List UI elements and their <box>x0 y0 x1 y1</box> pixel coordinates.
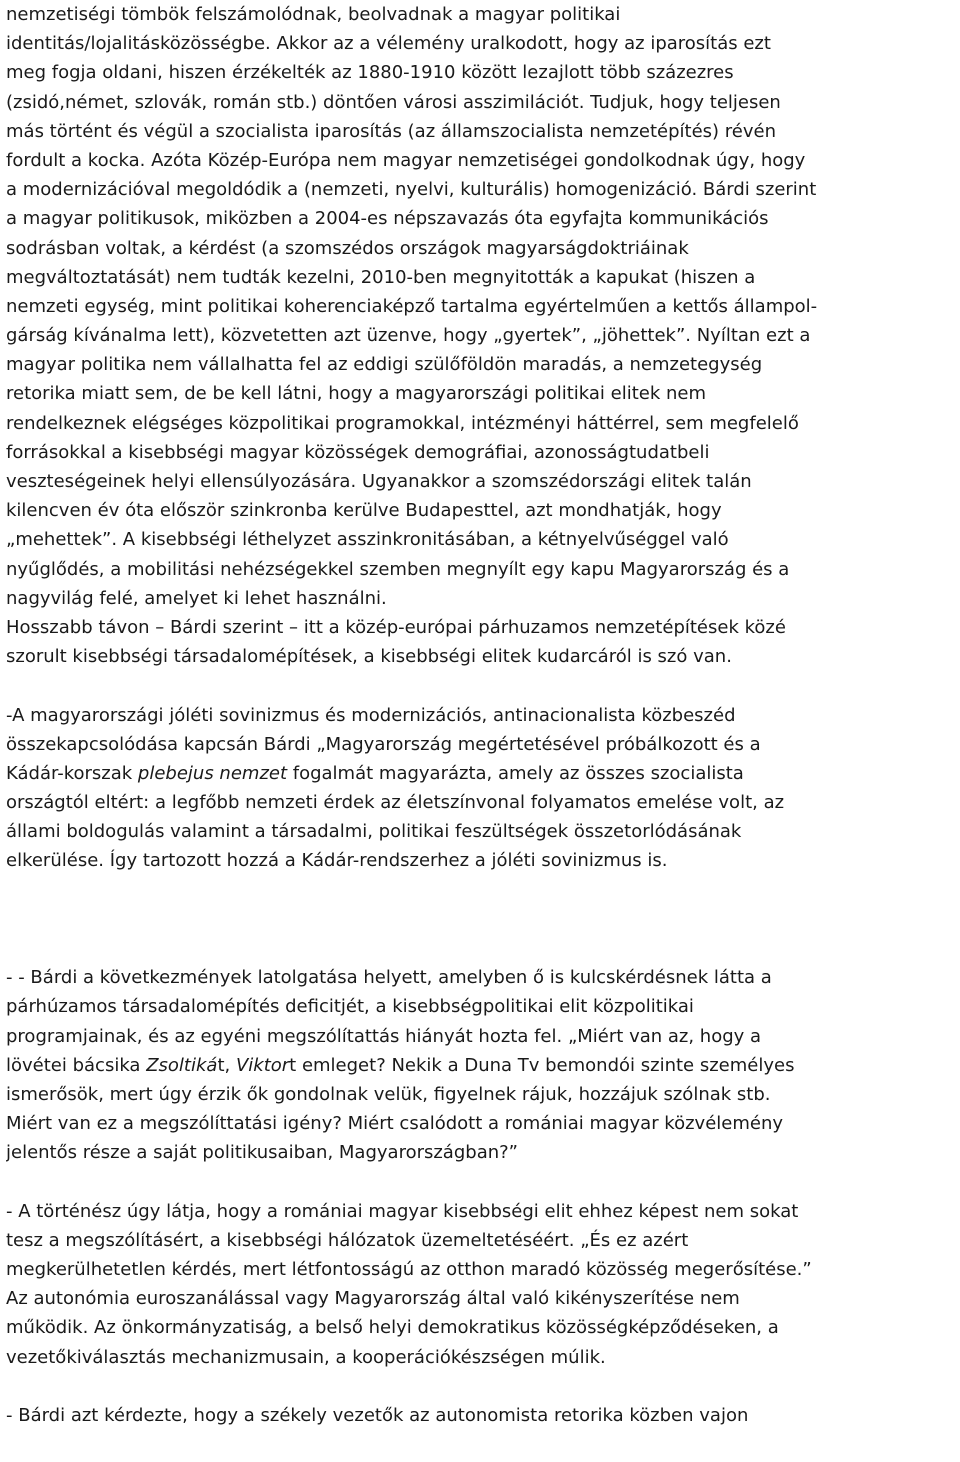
text-line: „mehettek”. A kisebbségi léthelyzet asszinkronitásában, a kétnyelvűséggel való <box>6 529 729 551</box>
text-segment: t emleget? Nekik a Duna Tv bemondói szinte személyes <box>289 1054 795 1076</box>
text-line: -A magyarországi jóléti sovinizmus és modernizációs, antinacionalista közbeszéd <box>6 704 736 726</box>
text-line: állami boldogulás valamint a társadalmi, politikai feszültségek összetorlódásának <box>6 821 742 843</box>
text-line: nyűglődés, a mobilitási nehézségekkel szemben megnyílt egy kapu Magyarország és a <box>6 558 790 580</box>
text-line: (zsidó,német, szlovák, román stb.) döntően városi asszimilációt. Tudjuk, hogy teljesen <box>6 91 781 113</box>
paragraph-spacer <box>6 671 952 700</box>
italic-term: plebejus nemzet <box>137 762 288 784</box>
text-line: - A történész úgy látja, hogy a romániai magyar kisebbségi elit ehhez képest nem sokat <box>6 1200 799 1222</box>
text-line: rendelkeznek elégséges közpolitikai programokkal, intézményi háttérrel, sem megfelelő <box>6 412 799 434</box>
text-line: kilencven év óta először szinkronba kerülve Budapesttel, azt mondhatják, hogy <box>6 500 722 522</box>
text-line: Hosszabb távon – Bárdi szerint – itt a közép-európai párhuzamos nemzetépítések közé <box>6 616 786 638</box>
paragraph-assimilation <box>6 0 952 671</box>
text-segment: fogalmát magyarázta, amely az összes szocialista <box>287 762 744 784</box>
text-line: nemzetiségi tömbök felszámolódnak, beolvadnak a magyar politikai <box>6 4 621 25</box>
text-line: veszteségeinek helyi ellensúlyozására. Ugyanakkor a szomszédországi elitek talán <box>6 471 752 492</box>
text-line: - Bárdi azt kérdezte, hogy a székely vezetők az autonomista retorika közben vajon <box>6 1405 749 1426</box>
paragraph-welfare-chauvinism <box>6 701 952 876</box>
text-line: identitás/lojalitásközösségbe. Akkor az a vélemény uralkodott, hogy az iparosítás ezt <box>6 33 771 55</box>
text-line: nemzeti egység, mint politikai koherenciaképző tartalma egyértelműen a kettős állampol- <box>6 295 818 317</box>
paragraph-consequences <box>6 963 952 1167</box>
text-line: párhúzamos társadalomépítés deficitjét, a kisebbségpolitikai elit közpolitikai <box>6 996 694 1018</box>
text-line: országtól eltért: a legfőbb nemzeti érdek az életszínvonal folyamatos emelése volt, az <box>6 792 785 814</box>
text-line: nagyvilág felé, amelyet ki lehet használni. <box>6 587 387 609</box>
text-line: fordult a kocka. Azóta Közép-Európa nem magyar nemzetiségei gondolkodnak úgy, hogy <box>6 149 806 171</box>
text-line: elkerülése. Így tartozott hozzá a Kádár-rendszerhez a jóléti sovinizmus is. <box>6 850 668 872</box>
text-line: más történt és végül a szocialista iparosítás (az államszocialista nemzetépítés) révén <box>6 120 777 142</box>
text-line: forrásokkal a kisebbségi magyar közösségek demográfiai, azonosságtudatbeli <box>6 441 710 463</box>
text-segment: lövétei bácsika <box>6 1054 147 1076</box>
paragraph-spacer <box>6 905 952 934</box>
text-line: összekapcsolódása kapcsán Bárdi „Magyarország megértetésével próbálkozott és a <box>6 733 761 755</box>
text-line: sodrásban voltak, a kérdést (a szomszédos országok magyarságdoktriáinak <box>6 237 689 259</box>
text-line: a modernizációval megoldódik a (nemzeti, nyelvi, kulturális) homogenizáció. Bárdi szerint <box>6 179 817 201</box>
text-line: jelentős része a saját politikusaiban, Magyarországban?” <box>6 1142 519 1164</box>
paragraph-spacer <box>6 1372 952 1401</box>
paragraph-spacer <box>6 876 952 905</box>
text-line <box>6 1051 952 1080</box>
text-line: ismerősök, mert úgy érzik ők gondolnak velük, figyelnek rájuk, hozzájuk szólnak stb. <box>6 1083 771 1105</box>
text-line: meg fogja oldani, hiszen érzékelték az 1880-1910 között lezajlott több százezres <box>6 62 734 84</box>
paragraph-spacer <box>6 1168 952 1197</box>
text-line: Miért van ez a megszólíttatási igény? Miért csalódott a romániai magyar közvélemény <box>6 1113 784 1135</box>
text-line: szorult kisebbségi társadalomépítések, a kisebbségi elitek kudarcáról is szó van. <box>6 646 732 668</box>
text-line: Az autonómia euroszanálással vagy Magyarország által való kikényszerítése nem <box>6 1288 740 1310</box>
paragraph-minority-elite <box>6 1197 952 1372</box>
text-line: gárság kívánalma lett), közvetetten azt üzenve, hogy „gyertek”, „jöhettek”. Nyíltan ezt a <box>6 325 811 347</box>
text-segment: t, <box>217 1054 236 1076</box>
paragraph-szekely-leaders <box>6 1401 952 1430</box>
text-line: vezetőkiválasztás mechanizmusain, a kooperációkészségen múlik. <box>6 1346 606 1368</box>
paragraph-spacer <box>6 934 952 963</box>
text-line: megkerülhetetlen kérdés, mert létfontosságú az otthon maradó közösség megerősítése.” <box>6 1259 812 1281</box>
text-line: magyar politika nem vállalhatta fel az eddigi szülőföldön maradás, a nemzetegység <box>6 354 763 376</box>
text-line: tesz a megszólításért, a kisebbségi hálózatok üzemeltetéséért. „És ez azért <box>6 1229 689 1251</box>
text-line: retorika miatt sem, de be kell látni, hogy a magyarországi politikai elitek nem <box>6 383 707 405</box>
text-line: működik. Az önkormányzatiság, a belső helyi demokratikus közösségképződéseken, a <box>6 1317 779 1339</box>
italic-term: Viktor <box>235 1054 290 1076</box>
text-line: megváltoztatását) nem tudták kezelni, 2010-ben megnyitották a kapukat (hiszen a <box>6 266 756 288</box>
text-line: a magyar politikusok, miközben a 2004-es népszavazás óta egyfajta kommunikációs <box>6 208 769 230</box>
italic-term: Zsoltiká <box>146 1054 218 1076</box>
text-segment: Kádár-korszak <box>6 762 138 784</box>
text-line: programjainak, és az egyéni megszólítattás hiányát hozta fel. „Miért van az, hogy a <box>6 1025 762 1047</box>
text-line <box>6 759 952 788</box>
text-line: - - Bárdi a következmények latolgatása helyett, amelyben ő is kulcskérdésnek látta a <box>6 967 772 989</box>
